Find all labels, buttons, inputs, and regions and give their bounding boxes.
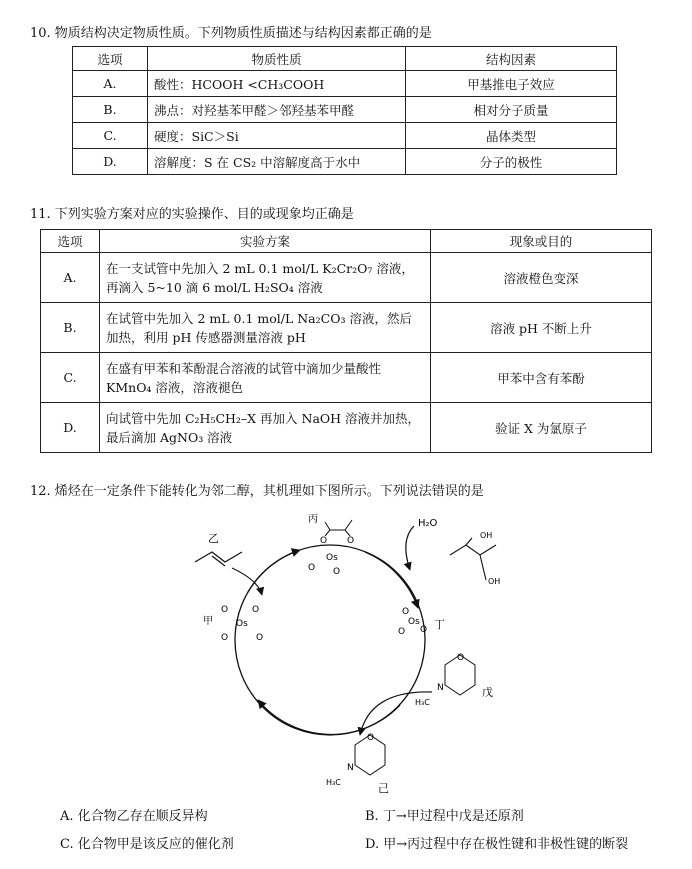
diol-oh-2: OH [488, 577, 501, 586]
q11-c-label: C. [41, 353, 100, 403]
osmate-o-left: O [320, 536, 328, 546]
q10-a-label: A. [73, 71, 148, 97]
ding-os: Os [408, 617, 420, 627]
option-c: C. 化合物甲是该反应的催化剂 [60, 837, 234, 852]
q11-a-result: 溶液橙色变深 [431, 253, 652, 303]
label-wu: 戊 [482, 686, 493, 699]
q11-header-plan: 实验方案 [100, 230, 431, 253]
option-a: A. 化合物乙存在顺反异构 [60, 809, 208, 824]
q10-c-label: C. [73, 123, 148, 149]
q10-c-property: 硬度：SiC＞Si [148, 123, 406, 149]
mechanism-diagram [0, 500, 692, 800]
label-jia: 甲 [203, 616, 213, 627]
product-diol [450, 531, 500, 586]
q10-d-label: D. [73, 149, 148, 175]
q11-c-result: 甲苯中含有苯酚 [431, 353, 652, 403]
arrow-yi-in [232, 568, 262, 595]
wu-n: N [437, 683, 444, 693]
jia-o4: O [256, 633, 264, 643]
q11-d-result: 验证 X 为氯原子 [431, 403, 652, 453]
label-bing: 丙 [308, 514, 318, 525]
wu-ring-o: O [457, 653, 465, 663]
jia-o3: O [221, 633, 229, 643]
ji-n: N [347, 763, 354, 773]
compound-ding [398, 607, 445, 637]
arrow-jia-to-bing [248, 550, 300, 592]
q12-title: 12. 烯烃在一定条件下能转化为邻二醇，其机理如下图所示。下列说法错误的是 [30, 484, 484, 499]
q11-d-label: D. [41, 403, 100, 453]
q10-d-factor: 分子的极性 [406, 149, 617, 175]
compound-jia [203, 605, 263, 643]
osmate-o-right: O [347, 536, 355, 546]
ding-o2: O [420, 625, 428, 635]
q11-b-result: 溶液 pH 不断上升 [431, 303, 652, 353]
q10-a-factor: 甲基推电子效应 [406, 71, 617, 97]
option-d: D. 甲→丙过程中存在极性键和非极性键的断裂 [365, 837, 629, 852]
diol-oh-1: OH [480, 531, 493, 540]
compound-wu [415, 653, 493, 707]
label-ji: 己 [378, 782, 389, 795]
q10-d-property: 溶解度：S 在 CS₂ 中溶解度高于水中 [148, 149, 406, 175]
option-b: B. 丁→甲过程中戊是还原剂 [365, 809, 524, 824]
compound-yi [195, 532, 242, 566]
jia-o1: O [221, 605, 229, 615]
q11-header-result: 现象或目的 [431, 230, 652, 253]
osmate-o-oxo2: O [333, 567, 341, 577]
q10-a-property: 酸性：HCOOH <CH₃COOH [148, 71, 406, 97]
q11-a-plan: 在一支试管中先加入 2 mL 0.1 mol/L K₂Cr₂O₇ 溶液，再滴入 5~10 滴 6 mol/L H₂SO₄ 溶液 [100, 253, 431, 303]
arrow-bing-to-ding [365, 552, 418, 608]
q11-a-label: A. [41, 253, 100, 303]
label-ding: 丁 [434, 618, 445, 631]
q10-header-option: 选项 [73, 47, 148, 71]
q11-d-plan: 向试管中先加 C₂H₅CH₂–X 再加入 NaOH 溶液并加热，最后滴加 AgNO₃ 溶液 [100, 403, 431, 453]
ding-o1: O [402, 607, 410, 617]
q10-header-factor: 结构因素 [406, 47, 617, 71]
q10-title: 10. 物质结构决定物质性质。下列物质性质描述与结构因素都正确的是 [30, 26, 432, 41]
osmate-os: Os [326, 553, 338, 563]
q10-b-factor: 相对分子质量 [406, 97, 617, 123]
label-h2o: H₂O [418, 518, 438, 529]
arrow-h2o [406, 526, 414, 570]
q10-b-label: B. [73, 97, 148, 123]
ji-ring-o: O [367, 733, 375, 743]
q10-c-factor: 晶体类型 [406, 123, 617, 149]
q11-b-plan: 在试管中先加入 2 mL 0.1 mol/L Na₂CO₃ 溶液，然后加热，利用 pH 传感器测量溶液 pH [100, 303, 431, 353]
jia-os: Os [236, 619, 248, 629]
osmate-o-oxo1: O [308, 563, 316, 573]
wu-methyl: H₃C [415, 698, 430, 707]
ding-o3: O [398, 627, 406, 637]
ji-methyl: H₃C [326, 778, 341, 787]
q10-header-property: 物质性质 [148, 47, 406, 71]
q11-header-option: 选项 [41, 230, 100, 253]
label-yi: 乙 [208, 532, 219, 545]
q10-table [72, 46, 617, 175]
jia-o2: O [252, 605, 260, 615]
q10-b-property: 沸点：对羟基苯甲醛＞邻羟基苯甲醛 [148, 97, 406, 123]
q11-c-plan: 在盛有甲苯和苯酚混合溶液的试管中滴加少量酸性 KMnO₄ 溶液，溶液褪色 [100, 353, 431, 403]
q11-table [40, 229, 652, 453]
compound-ji [326, 733, 389, 795]
q11-b-label: B. [41, 303, 100, 353]
q11-title: 11. 下列实验方案对应的实验操作、目的或现象均正确是 [30, 207, 354, 222]
